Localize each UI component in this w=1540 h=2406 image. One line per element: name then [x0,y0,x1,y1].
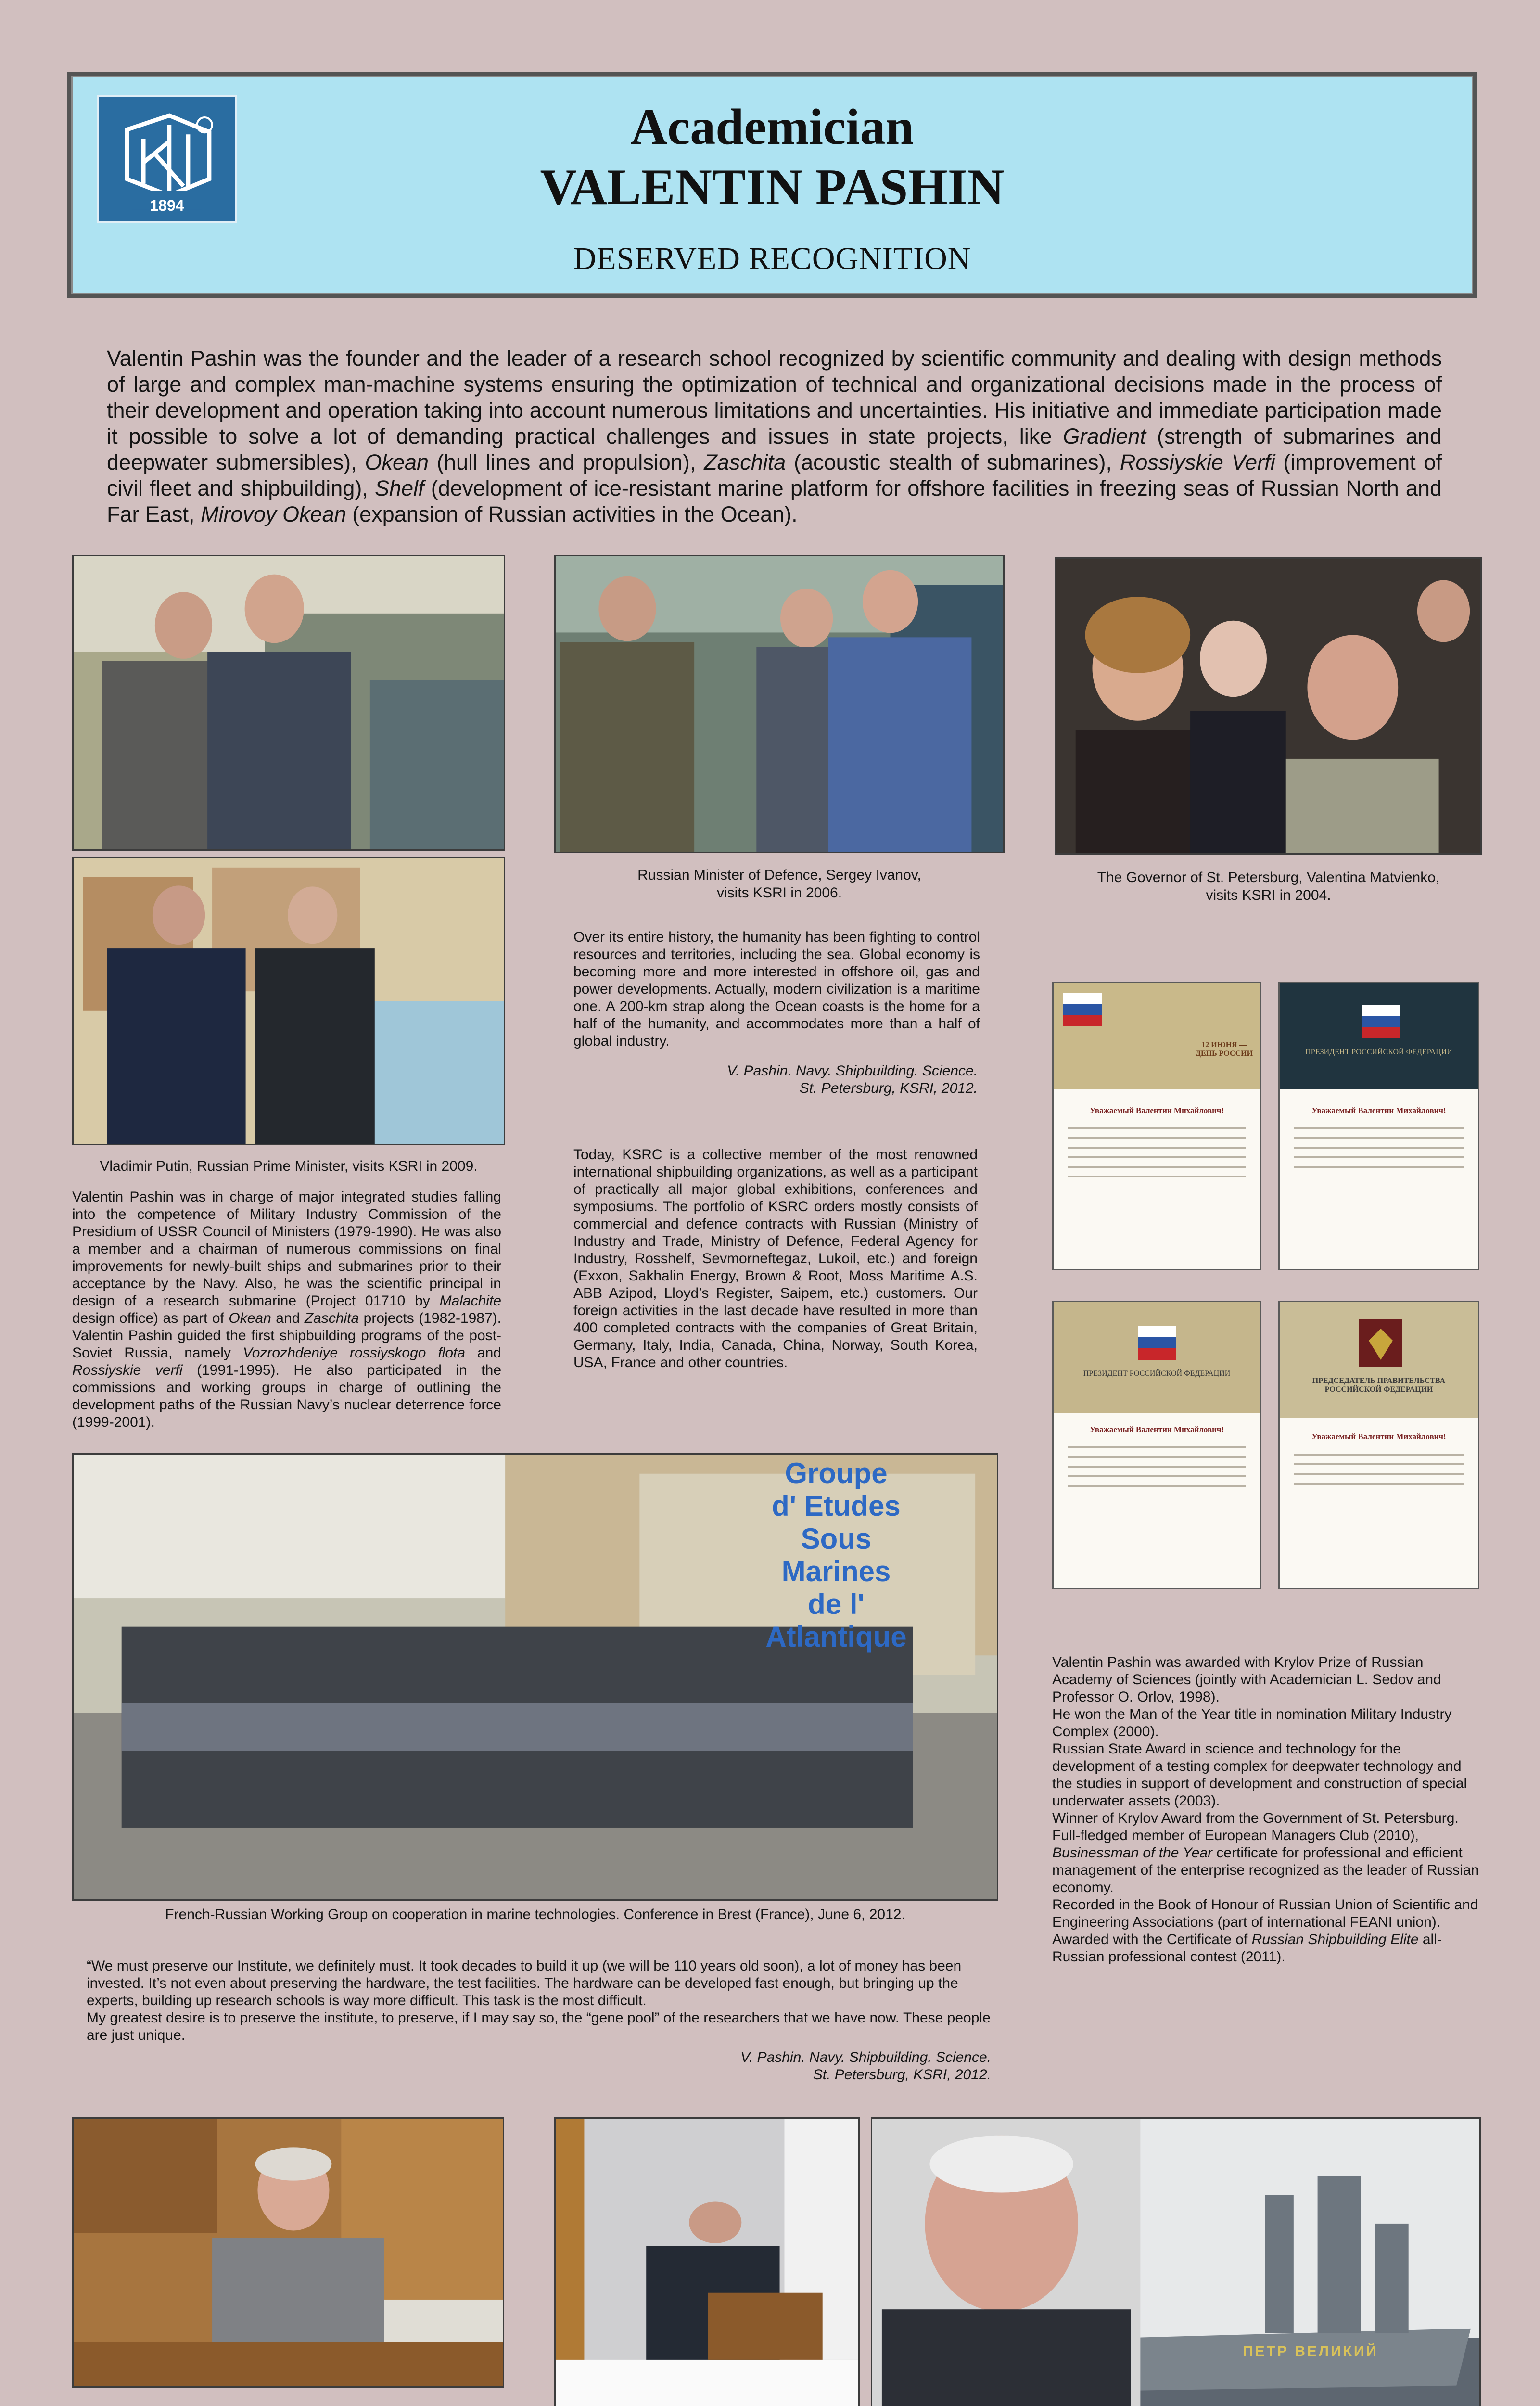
title-line-2: VALENTIN PASHIN [540,159,1005,215]
charge-verfi: Rossiyskie verfi [72,1362,183,1378]
caption-ivanov [554,866,1005,902]
source-line: V. Pashin. Navy. Shipbuilding. Science. [727,1063,978,1079]
awards-list [1052,1654,1479,1966]
photo-signing-book [554,2117,860,2406]
caption-brest: French-Russian Working Group on cooperation in marine technologies. Conference in Brest (France), June 6, 2012. [165,1907,905,1922]
charge-text: and [465,1345,501,1361]
award-item [1052,1844,1479,1896]
charge-text: design office) as part of [72,1310,229,1326]
document-label: ПРЕЗИДЕНТ РОССИЙСКОЙ ФЕДЕРАЦИИ [1083,1369,1231,1378]
document-label: 12 ИЮНЯ — ДЕНЬ РОССИИ [1195,1041,1253,1058]
photo-putin-factory [72,555,505,851]
caption-matvienko-line1: The Governor of St. Petersburg, Valentina Matvienko, [1097,870,1440,885]
caption-ivanov-line2: visits KSRI in 2006. [716,885,842,901]
document-greeting: Уважаемый Валентин Михайлович! [1311,1432,1446,1441]
photo-pashin-office [72,2117,504,2388]
intro-verfi: Rossiyskie Verfi [1120,450,1275,474]
sign-line: de l' Atlantique [765,1588,907,1653]
source-line: St. Petersburg, KSRI, 2012. [799,1080,978,1096]
quote-institute [87,1958,991,2044]
title-line-1: Academician [630,99,914,155]
photo-portrait-ship [871,2117,1481,2406]
title-banner [67,72,1477,298]
intro-okean: Okean [365,450,429,474]
intro-zaschita: Zaschita [704,450,786,474]
award-text: all-Russian professional contest (2011). [1052,1932,1442,1965]
charge-text: Valentin Pashin was in charge of major integrated studies falling into the competence of Military Industry Commission of the Presidium of USSR Council of Ministers (1979-1990). He was also a member and a chairman of numerous commissions on final improvements for newly-built ships and submarines prior to their acceptance by the Navy. Also, he was the scientific principal in design of a research submarine (Project 01710 by [72,1189,501,1309]
ksrc-paragraph: Today, KSRC is a collective member of the most renowned international shipbuilding organizations, as well as a participant of practically all major global exhibitions, conferences and symposiums. The portfolio of KSRC orders mostly consists of commercial and defence contracts with Russian (Ministry of Industry and Trade, Ministry of Defence, Federal Agency for Industry, Rosshelf, Sevmorneftegaz, Lukoil, etc.) and foreign (Exxon, Sakhalin Energy, Brown & Root, Moss Maritime A.S. ABB Azipod, Lloyd’s Register, Saipem, etc.) customers. Our foreign activities in the last decade have resulted in more than 400 completed contracts with the companies of Great Britain, Germany, Italy, India, Canada, China, Norway, South Korea, USA, France and other countries. [573,1147,978,1370]
document-chairman [1278,1301,1479,1589]
charge-text: projects (1982-1987). Valentin Pashin guided the first shipbuilding programs of the post-Soviet Russia, namely [72,1310,501,1361]
award-item: Russian State Award in science and technology for the development of a testing complex for deepwater technology and the studies in support of development and construction of special underwater assets (2003). [1052,1741,1467,1809]
photo-ivanov-visit [554,555,1005,853]
document-label: ПРЕЗИДЕНТ РОССИЙСКОЙ ФЕДЕРАЦИИ [1305,1048,1452,1056]
caption-matvienko-line2: visits KSRI in 2004. [1206,887,1331,903]
document-president-2 [1052,1301,1261,1589]
award-item: Recorded in the Book of Honour of Russian Union of Scientific and Engineering Associations (part of international FEANI union). [1052,1897,1478,1930]
caption-matvienko [1055,869,1482,904]
quote-ocean: Over its entire history, the humanity has been fighting to control resources and territories, including the sea. Global economy is becoming more and more interested in offshore oil, gas and power developments. Actually, modern civilization is a maritime one. A 200-km strap along the Ocean coasts is the home for a half of the humanity, and accommodates more than a half of global industry. [573,929,980,1049]
award-text: certificate for professional and efficient management of the enterprise recognized as the leader of Russian economy. [1052,1845,1479,1895]
award-item [1052,1931,1479,1966]
document-russia-day [1052,982,1261,1270]
award-emph: Businessman of the Year [1052,1845,1212,1861]
charge-malachite: Malachite [439,1293,501,1309]
award-item: He won the Man of the Year title in nomination Military Industry Complex (2000). [1052,1706,1452,1740]
coat-of-arms-icon [1359,1319,1402,1367]
document-label: ПРЕДСЕДАТЕЛЬ ПРАВИТЕЛЬСТВА РОССИЙСКОЙ ФЕДЕРАЦИИ [1312,1377,1446,1394]
sign-line: Sous [801,1523,872,1555]
charge-zaschita: Zaschita [304,1310,359,1326]
award-emph: Russian Shipbuilding Elite [1251,1932,1419,1947]
flag-icon [1362,1005,1400,1038]
logo-year: 1894 [150,197,184,214]
document-greeting: Уважаемый Валентин Михайлович! [1089,1106,1224,1115]
intro-text: (development of ice-resistant marine platform for offshore facilities in freezing seas of Russian North and Far East, [107,476,1442,526]
award-item: Valentin Pashin was awarded with Krylov Prize of Russian Academy of Sciences (jointly with Academician L. Sedov and Professor O. Orlov, 1998). [1052,1654,1441,1705]
intro-gradient: Gradient [1063,424,1146,448]
sign-line: Marines [781,1555,891,1587]
award-item: Winner of Krylov Award from the Government of St. Petersburg. [1052,1810,1459,1826]
intro-text: Valentin Pashin was the founder and the leader of a research school recognized by scientific community and dealing with design methods of large and complex man-machine systems ensuring the optimization of technical and organizational decisions made in the process of their development and operation taking into account numerous limitations and uncertainties. His initiative and immediate participation made it possible to solve a lot of demanding practical challenges and issues in state projects, like [107,346,1442,448]
charge-paragraph [72,1189,501,1431]
document-greeting: Уважаемый Валентин Михайлович! [1311,1106,1446,1115]
photo-matvienko-visit [1055,557,1482,855]
caption-putin: Vladimir Putin, Russian Prime Minister, visits KSRI in 2009. [100,1158,478,1174]
sign-line: d' Etudes [772,1490,901,1522]
intro-text: (improvement of civil fleet and shipbuilding), [107,450,1442,500]
caption-ivanov-line1: Russian Minister of Defence, Sergey Ivanov, [637,867,921,883]
quote-line: “We must preserve our Institute, we definitely must. It took decades to build it up (we will be 110 years old soon), a lot of money has been invested. It’s not even about preserving the hardware, the test facilities. The hardware can be developed fast enough, but bringing up the experts, building up research schools is way more difficult. This task is the most difficult. [87,1958,962,2009]
source-line: St. Petersburg, KSRI, 2012. [813,2067,991,2083]
photo-putin-museum [72,857,505,1145]
charge-okean: Okean [229,1310,271,1326]
document-greeting: Уважаемый Валентин Михайлович! [1089,1425,1224,1434]
award-item: Full-fledged member of European Managers Club (2010), [1052,1828,1419,1843]
quote-ocean-source [573,1062,978,1097]
flag-icon [1138,1326,1176,1360]
quote-line: My greatest desire is to preserve the institute, to preserve, if I may say so, the “gene pool” of the researchers that we have now. These people are just unique. [87,2010,991,2043]
subtitle: DESERVED RECOGNITION [573,241,971,276]
source-line: V. Pashin. Navy. Shipbuilding. Science. [740,2049,991,2065]
award-text: Awarded with the Certificate of [1052,1932,1252,1947]
intro-paragraph [107,346,1442,527]
ship-name: ПЕТР ВЕЛИКИЙ [1243,2343,1378,2359]
intro-mirovoy: Mirovoy Okean [201,502,346,526]
quote-institute-source [577,2049,991,2084]
charge-text: and [271,1310,305,1326]
building-sign [745,1457,928,1653]
intro-shelf: Shelf [375,476,424,500]
intro-text: (expansion of Russian activities in the Ocean). [346,502,798,526]
document-president-1 [1278,982,1479,1270]
intro-text: (strength of submarines and deepwater submersibles), [107,424,1442,474]
sign-line: Groupe [785,1457,888,1489]
intro-text: (hull lines and propulsion), [429,450,704,474]
charge-text: (1991-1995). He also participated in the commissions and working groups in charge of outlining the development paths of the Russian Navy’s nuclear deterrence force (1999-2001). [72,1362,502,1430]
flag-icon [1063,993,1102,1026]
photo-brest-group [72,1453,998,1901]
charge-vozr: Vozrozhdeniye rossiyskogo flota [242,1345,466,1361]
intro-text: (acoustic stealth of submarines), [786,450,1120,474]
